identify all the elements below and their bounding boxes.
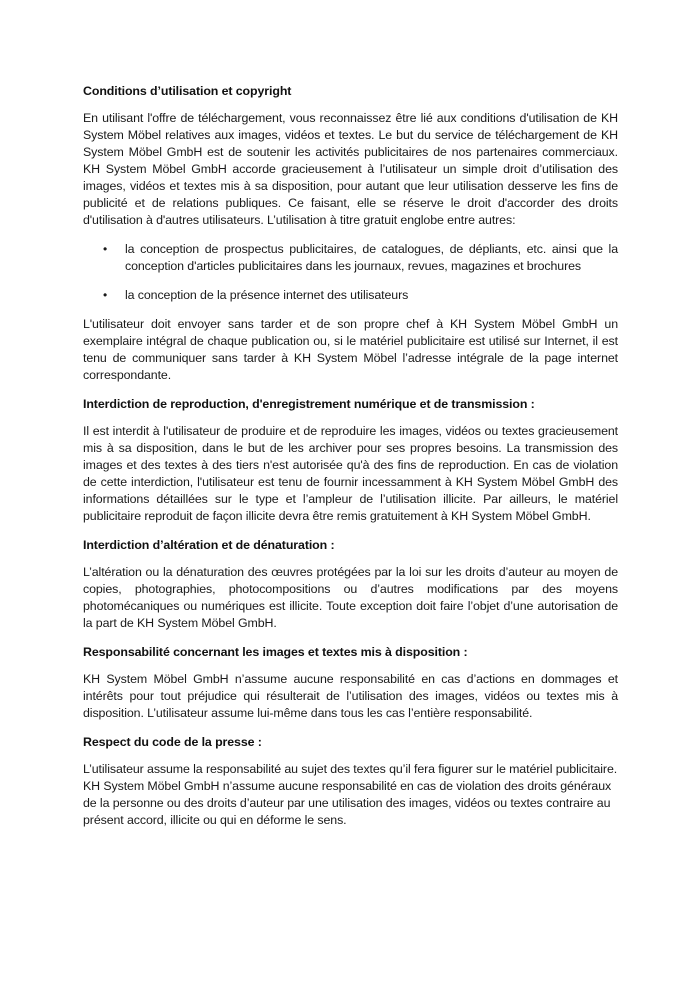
section-heading-press-code: Respect du code de la presse : — [83, 735, 262, 749]
alteration-paragraph: L’altération ou la dénaturation des œuvres protégées par la loi sur les droits d’auteur au moyen de copies, photographies, photocompositions ou d’autres modifications par des moyens photomécaniques ou numériques est illicite. Toute exception doit faire l’objet d’une autorisation de la part de KH System Möbel GmbH. — [83, 565, 618, 630]
liability-paragraph: KH System Möbel GmbH n’assume aucune responsabilité en cas d’actions en dommages et intérêts pour tout préjudice qui résulterait de l’utilisation des images, vidéos ou textes mis à disposition. L’utilisateur assume lui-même dans tous les cas l’entière responsabilité. — [83, 672, 618, 720]
section-heading-reproduction: Interdiction de reproduction, d'enregistrement numérique et de transmission : — [83, 397, 535, 411]
bullet-icon: • — [103, 242, 108, 256]
section-heading-liability: Responsabilité concernant les images et textes mis à disposition : — [83, 645, 468, 659]
reproduction-paragraph: Il est interdit à l'utilisateur de produire et de reproduire les images, vidéos ou textes gracieusement mis à sa disposition, dans le but de les archiver pour ses propres besoins. La transmission des images et des textes à des tiers n'est autorisée qu'à des fins de reproduction. En cas de violation de cette interdiction, l'utilisateur est tenu de fournir incessamment à KH System Möbel GmbH des informations détaillées sur le type et l’ampleur de l’utilisation illicite. Par ailleurs, le matériel publicitaire reproduit de façon illicite devra être remis gratuitement à KH System Möbel GmbH. — [83, 424, 618, 523]
usage-list-item — [83, 241, 618, 275]
press-code-paragraph: L’utilisateur assume la responsabilité au sujet des textes qu’il fera figurer sur le matériel publicitaire. KH System Möbel GmbH n’assume aucune responsabilité en cas de violation des droits généraux de la personne ou des droits d’auteur par une utilisation des images, vidéos ou textes contraire au présent accord, illicite ou qui en déforme le sens. — [83, 762, 618, 827]
usage-list-item-text: la conception de prospectus publicitaires, de catalogues, de dépliants, etc. ainsi que la conception d'articles publicitaires dans les journaux, revues, magazines et brochures — [125, 242, 618, 273]
section-heading-alteration: Interdiction d’altération et de dénaturation : — [83, 538, 335, 552]
usage-list — [83, 241, 618, 304]
terms-closing-paragraph: L'utilisateur doit envoyer sans tarder et de son propre chef à KH System Möbel GmbH un exemplaire intégral de chaque publication ou, si le matériel publicitaire est utilisé sur Internet, il est tenu de communiquer sans tarder à KH System Möbel l’adresse intégrale de la page internet correspondante. — [83, 317, 618, 382]
section-heading-terms: Conditions d’utilisation et copyright — [83, 84, 292, 98]
document-page — [83, 83, 618, 829]
usage-list-item-text: la conception de la présence internet des utilisateurs — [125, 288, 409, 302]
usage-list-item — [83, 287, 618, 304]
terms-intro-paragraph: En utilisant l'offre de téléchargement, vous reconnaissez être lié aux conditions d'utilisation de KH System Möbel relatives aux images, vidéos et textes. Le but du service de téléchargement de KH System Möbel GmbH est de soutenir les activités publicitaires de nos partenaires commerciaux. KH System Möbel GmbH accorde gracieusement à l’utilisateur un simple droit d’utilisation des images, vidéos et textes mis à sa disposition, pour autant que leur utilisation desserve les fins de publicité et de relations publiques. Ce faisant, elle se réserve le droit d'accorder des droits d'utilisation à d'autres utilisateurs. L’utilisation à titre gratuit englobe entre autres: — [83, 111, 618, 227]
bullet-icon: • — [103, 288, 108, 302]
